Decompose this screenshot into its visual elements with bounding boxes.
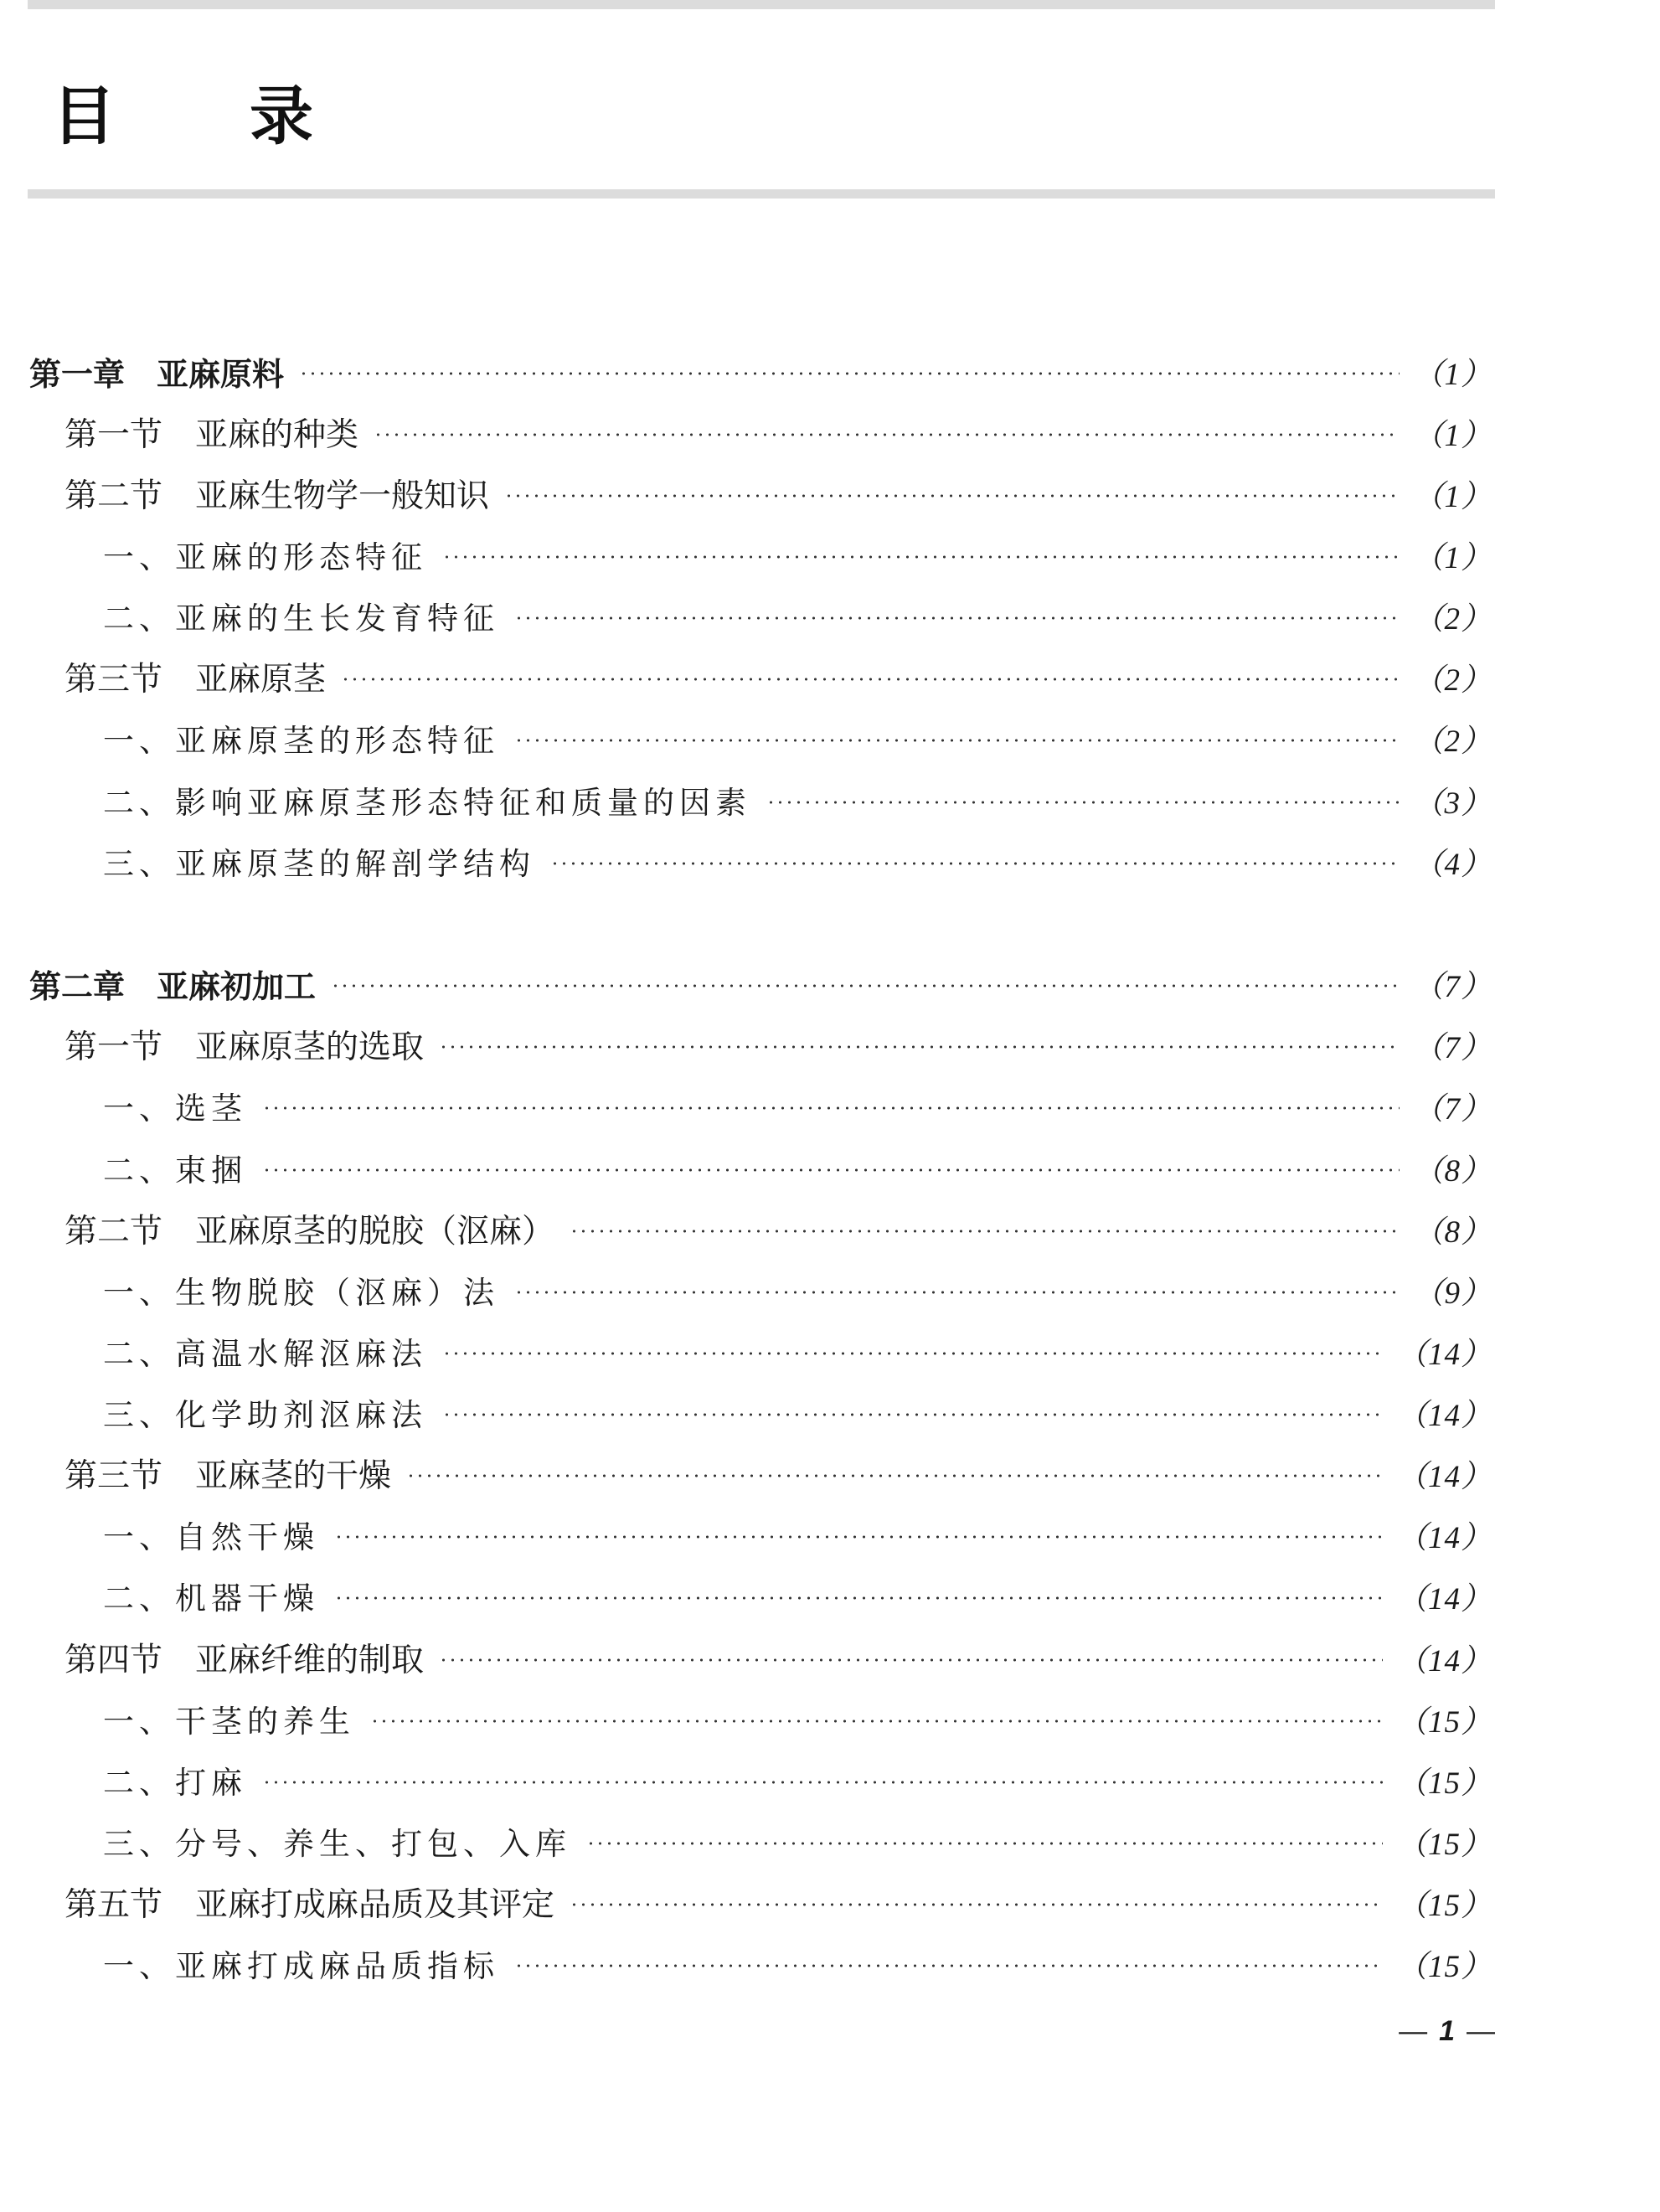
toc-entry-page: （2） — [1412, 724, 1492, 759]
toc-dot-leader — [514, 616, 1400, 621]
page-title-part2: 录 — [250, 78, 313, 153]
toc-entry-label: 二、亚麻的生长发育特征 — [103, 601, 499, 637]
toc-entry-item — [0, 1080, 1492, 1131]
toc-entry-label: 第三节 亚麻原茎 — [64, 661, 327, 699]
toc-entry-label: 一、亚麻原茎的形态特征 — [103, 723, 499, 759]
toc-entry-item — [0, 1938, 1492, 1988]
toc-entry-page: （7） — [1412, 1092, 1492, 1127]
footer-dash-left: — — [1399, 2014, 1428, 2047]
toc-entry-label: 二、机器干燥 — [103, 1580, 319, 1616]
toc-entry-label: 一、亚麻打成麻品质指标 — [103, 1948, 499, 1984]
toc-dot-leader — [374, 432, 1399, 437]
toc-dot-leader — [586, 1841, 1383, 1846]
toc-entry-page: （1） — [1412, 358, 1492, 392]
toc-entry-page: （2） — [1412, 663, 1492, 698]
toc-entry-label: 第三节 亚麻茎的干燥 — [64, 1457, 392, 1495]
toc-entry-page: （14） — [1396, 1582, 1492, 1616]
toc-entry-section — [0, 1204, 1492, 1254]
toc-entry-label: 第二节 亚麻生物学一般知识 — [64, 477, 490, 515]
toc-entry-label: 二、打麻 — [103, 1765, 247, 1801]
toc-entry-section — [0, 652, 1492, 702]
toc-dot-leader — [262, 1780, 1383, 1785]
toc-entry-label: 一、自然干燥 — [103, 1519, 319, 1555]
toc-entry-page: （8） — [1412, 1215, 1492, 1250]
toc-entry-item — [0, 775, 1492, 825]
toc-entry-item — [0, 1265, 1492, 1315]
toc-entry-item — [0, 590, 1492, 641]
toc-dot-leader — [550, 861, 1400, 866]
toc-entry-item — [0, 1387, 1492, 1437]
toc-dot-leader — [439, 1044, 1399, 1049]
toc-entry-page: （14） — [1396, 1460, 1492, 1494]
toc-entry-label: 第二章 亚麻初加工 — [29, 967, 317, 1005]
toc-entry-page: （4） — [1412, 848, 1492, 882]
toc-entry-label: 三、分号、养生、打包、入库 — [103, 1826, 571, 1862]
toc-entry-label: 第四节 亚麻纤维的制取 — [64, 1642, 425, 1679]
toc-entry-section — [0, 1877, 1492, 1927]
toc-entry-item — [0, 1509, 1492, 1560]
toc-dot-leader — [262, 1106, 1400, 1111]
toc-entry-page: （14） — [1396, 1399, 1492, 1433]
toc-entry-page: （14） — [1396, 1521, 1492, 1555]
toc-entry-item — [0, 1755, 1492, 1805]
toc-dot-leader — [331, 983, 1399, 988]
toc-entry-item — [0, 1816, 1492, 1866]
toc-dot-leader — [514, 1290, 1400, 1295]
toc-entry-page: （15） — [1396, 1828, 1492, 1862]
toc-dot-leader — [570, 1902, 1383, 1907]
toc-entry-label: 第一章 亚麻原料 — [29, 355, 285, 393]
toc-entry-page: （1） — [1412, 541, 1492, 575]
toc-entry-page: （1） — [1412, 480, 1492, 514]
toc-entry-page: （8） — [1412, 1154, 1492, 1188]
toc-entry-label: 三、化学助剂沤麻法 — [103, 1397, 427, 1433]
toc-entry-item — [0, 713, 1492, 763]
toc-dot-leader — [514, 1963, 1383, 1968]
toc-entry-page: （9） — [1412, 1276, 1492, 1311]
page-footer — [1374, 2010, 1495, 2052]
toc-entry-page: （1） — [1412, 419, 1492, 453]
toc-dot-leader — [504, 493, 1399, 498]
toc-dot-leader — [334, 1534, 1383, 1539]
toc-entry-page: （2） — [1412, 602, 1492, 637]
toc-entry-label: 二、影响亚麻原茎形态特征和质量的因素 — [103, 785, 751, 821]
toc-dot-leader — [442, 1412, 1383, 1417]
toc-dot-leader — [766, 800, 1400, 805]
toc-dot-leader — [514, 738, 1400, 743]
toc-entry-page: （15） — [1396, 1766, 1492, 1801]
toc-entry-label: 第一节 亚麻的种类 — [64, 416, 359, 454]
toc-dot-leader — [406, 1473, 1383, 1478]
toc-entry-section — [0, 1019, 1492, 1070]
footer-dash-right: — — [1467, 2014, 1495, 2047]
toc-entry-chapter — [0, 958, 1492, 1008]
toc-entry-page: （7） — [1412, 1031, 1492, 1065]
toc-entry-page: （3） — [1412, 786, 1492, 821]
toc-entry-page: （14） — [1396, 1644, 1492, 1678]
toc-entry-label: 一、亚麻的形态特征 — [103, 539, 427, 575]
toc-entry-label: 一、干茎的养生 — [103, 1704, 355, 1740]
toc-dot-leader — [334, 1596, 1383, 1601]
toc-dot-leader — [341, 677, 1399, 682]
toc-entry-page: （15） — [1396, 1950, 1492, 1984]
toc-entry-label: 第一节 亚麻原茎的选取 — [64, 1029, 425, 1066]
toc-dot-leader — [442, 1351, 1383, 1356]
toc-entry-item — [0, 1326, 1492, 1376]
footer-page-number: 1 — [1439, 2014, 1455, 2047]
toc-entry-page: （15） — [1396, 1889, 1492, 1923]
toc-entry-section — [0, 407, 1492, 457]
toc-entry-item — [0, 529, 1492, 580]
toc-entry-item — [0, 836, 1492, 886]
toc-entry-item — [0, 1694, 1492, 1744]
toc-dot-leader — [299, 371, 1399, 376]
toc-entry-chapter — [0, 346, 1492, 396]
toc-entry-section — [0, 468, 1492, 518]
toc-dot-leader — [442, 554, 1400, 559]
toc-entry-section — [0, 1448, 1492, 1498]
toc-entry-section — [0, 1632, 1492, 1683]
toc-entry-label: 一、选茎 — [103, 1091, 247, 1127]
toc-entry-item — [0, 1142, 1492, 1193]
page-title-part1: 目 — [52, 78, 116, 153]
toc-entry-label: 三、亚麻原茎的解剖学结构 — [103, 846, 535, 882]
toc-entry-label: 一、生物脱胶（沤麻）法 — [103, 1275, 499, 1311]
toc-entry-label: 二、高温水解沤麻法 — [103, 1336, 427, 1372]
toc-dot-leader — [370, 1719, 1383, 1724]
toc-entry-label: 第二节 亚麻原茎的脱胶（沤麻） — [64, 1213, 555, 1250]
toc-entry-label: 第五节 亚麻打成麻品质及其评定 — [64, 1886, 555, 1924]
toc-entry-page: （15） — [1396, 1705, 1492, 1740]
toc-dot-leader — [570, 1229, 1399, 1234]
toc-dot-leader — [262, 1168, 1400, 1173]
toc-entry-page: （14） — [1396, 1338, 1492, 1372]
toc-dot-leader — [439, 1658, 1383, 1663]
toc-entry-item — [0, 1570, 1492, 1621]
toc-entry-label: 二、束捆 — [103, 1152, 247, 1188]
toc-entry-page: （7） — [1412, 970, 1492, 1004]
